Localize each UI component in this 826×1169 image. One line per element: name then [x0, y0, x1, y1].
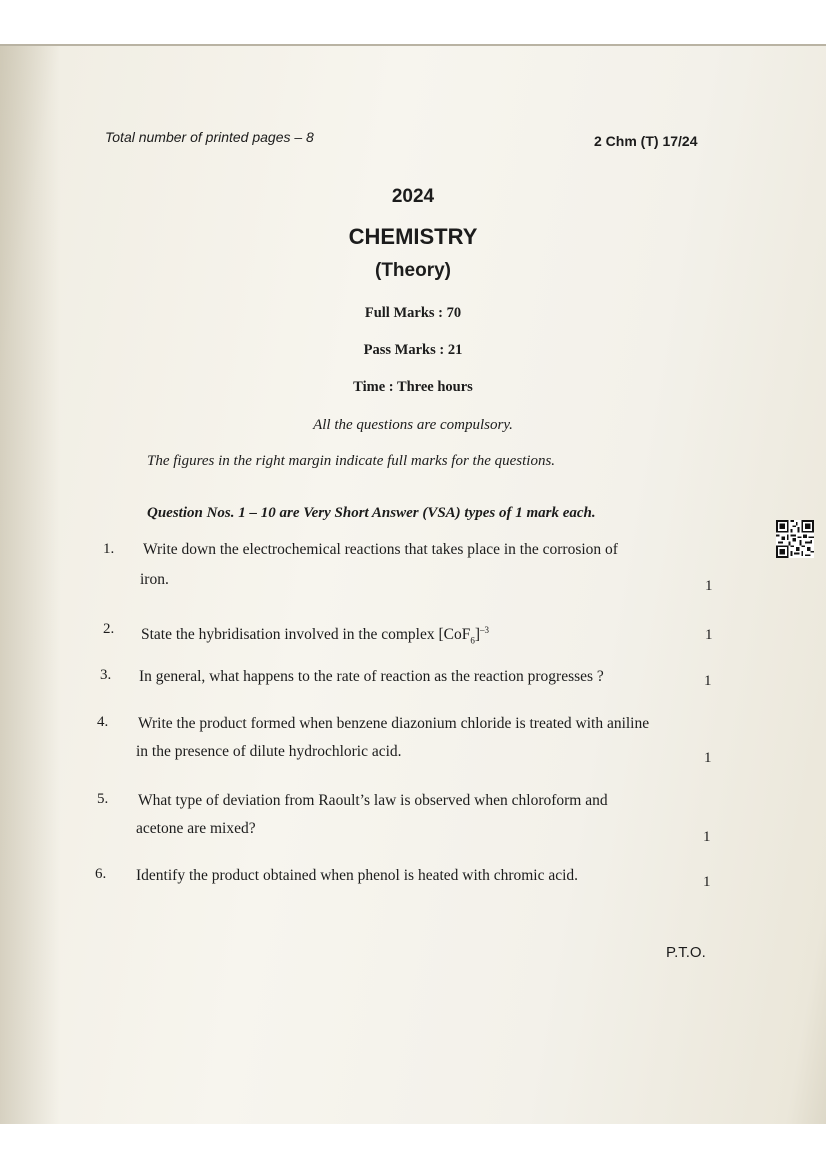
question-number: 5. — [97, 791, 109, 807]
formula-subscript: 6 — [470, 635, 475, 646]
question-marks: 1 — [705, 627, 713, 643]
pass-marks: Pass Marks : 21 — [363, 342, 463, 358]
question-text: Identify the product obtained when phenol is heated with chromic acid. — [136, 867, 579, 884]
question-text: Write the product formed when benzene diazonium chloride is treated with aniline — [138, 715, 650, 732]
exam-year: 2024 — [391, 186, 435, 207]
exam-page — [0, 44, 826, 1124]
instruction-compulsory: All the questions are compulsory. — [313, 417, 513, 433]
question-marks: 1 — [704, 673, 712, 689]
section-heading: Question Nos. 1 – 10 are Very Short Answer (VSA) types of 1 mark each. — [147, 505, 596, 521]
full-marks: Full Marks : 70 — [364, 305, 462, 321]
question-marks: 1 — [705, 578, 713, 594]
question-marks: 1 — [703, 874, 711, 890]
question-number: 3. — [100, 667, 112, 683]
question-marks: 1 — [704, 750, 712, 766]
question-text — [141, 617, 489, 654]
question-text: What type of deviation from Raoult’s law is observed when chloroform and — [138, 792, 608, 809]
qr-code-icon — [776, 520, 814, 558]
question-text-cont: iron. — [140, 571, 169, 588]
time-allowed: Time : Three hours — [353, 379, 473, 395]
subject-title: CHEMISTRY — [348, 224, 478, 249]
formula-charge: –3 — [480, 625, 490, 635]
formula-bracket: ] — [474, 626, 481, 644]
please-turn-over: P.T.O. — [666, 944, 706, 961]
question-text: Write down the electrochemical reactions that takes place in the corrosion of — [143, 541, 618, 558]
question-text-main: State the hybridisation involved in the complex [CoF — [141, 626, 471, 644]
question-text-cont: in the presence of dilute hydrochloric acid. — [136, 743, 402, 760]
paper-code: 2 Chm (T) 17/24 — [594, 133, 698, 149]
question-number: 1. — [103, 541, 115, 557]
paper-type: (Theory) — [375, 260, 451, 281]
instruction-marks: The figures in the right margin indicate full marks for the questions. — [147, 453, 556, 469]
question-text: In general, what happens to the rate of reaction as the reaction progresses ? — [139, 668, 604, 685]
question-text-cont: acetone are mixed? — [136, 820, 256, 837]
question-number: 2. — [103, 621, 115, 637]
question-number: 4. — [97, 714, 109, 730]
printed-pages-note: Total number of printed pages – 8 — [105, 129, 314, 145]
question-marks: 1 — [703, 829, 711, 845]
question-number: 6. — [95, 866, 107, 882]
